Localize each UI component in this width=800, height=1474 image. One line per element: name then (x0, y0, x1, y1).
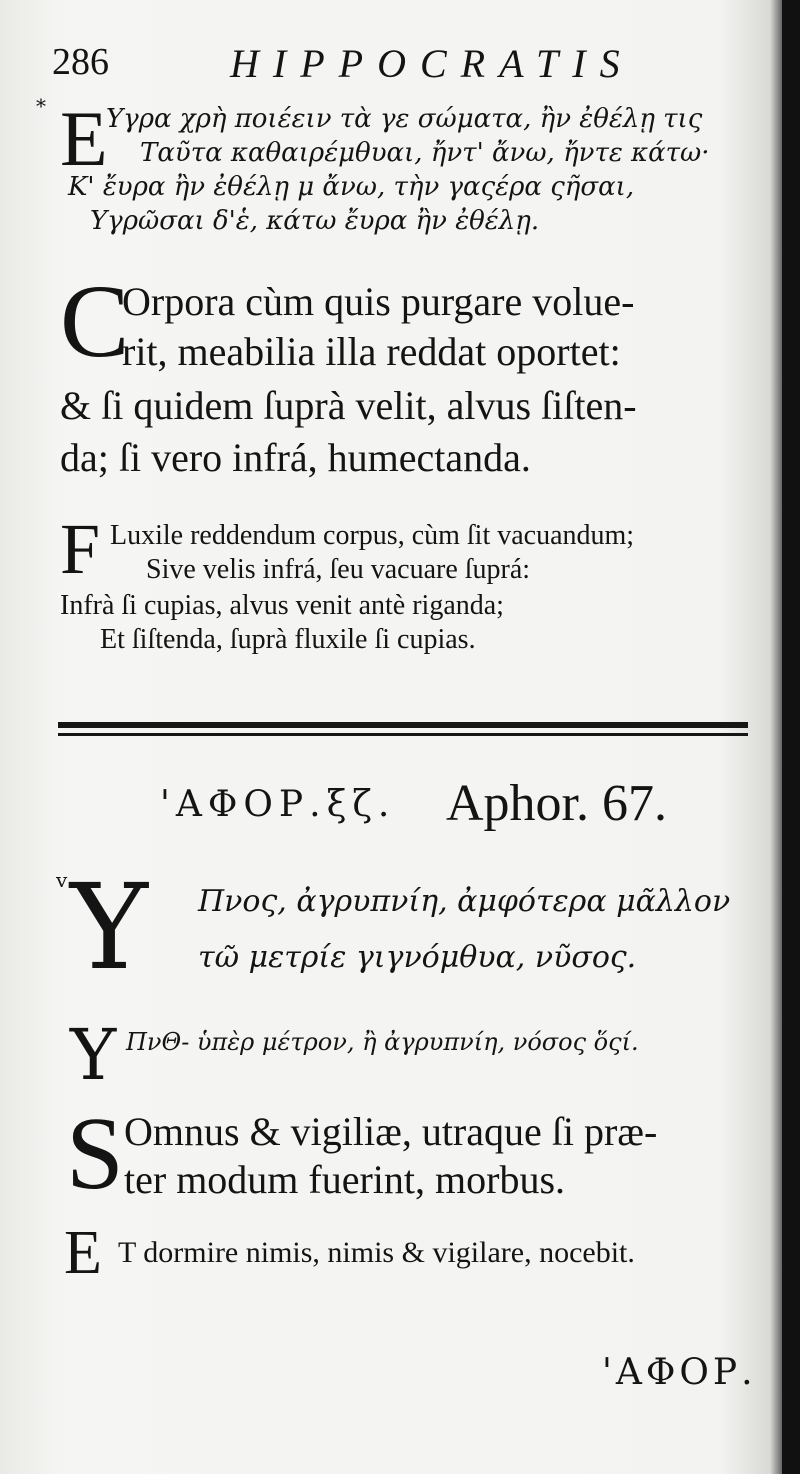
greek-verse-line: Ταῦτα καθαιρέμθυαι, ἤντ' ἄνω, ἤντε κάτω· (140, 138, 710, 168)
latin-verse-2-dropcap: E (64, 1219, 102, 1287)
aphorism-heading (160, 774, 720, 834)
latin-verse-2-line: T dormire nimis, nimis & vigilare, nocebit. (118, 1236, 635, 1269)
latin-verse-line: Infrà ſi cupias, alvus venit antè riganda; (60, 590, 504, 621)
divider-line-top (58, 722, 748, 728)
latin-prose-line: Orpora cùm quis purgare volue- (122, 279, 635, 324)
greek-verse-line: Υγρα χρὴ ποιέειν τὰ γε σώματα, ἢν ἐθέλῃ τις (106, 104, 703, 134)
catchword: 'ΑΦΟΡ. (602, 1352, 757, 1393)
latin-aphorism-line: Omnus & vigiliæ, utraque ſi præ- (124, 1109, 658, 1154)
latin-prose-line: da; ſi vero infrá, humectanda. (60, 435, 531, 480)
latin-aphorism-dropcap: S (66, 1096, 124, 1211)
latin-verse-line: Sive velis infrá, ſeu vacuare ſuprá: (146, 554, 531, 585)
greek-paraphrase-dropcap: Υ (70, 1014, 117, 1096)
page-number: 286 (52, 41, 109, 83)
aphorism-heading-greek: 'ΑΦΟΡ.ξζ. (160, 784, 396, 825)
margin-asterisk: * (36, 94, 46, 118)
latin-verse-dropcap: F (60, 509, 101, 589)
page-edge-shadow (782, 0, 800, 1474)
greek-verse-line: Υγρῶσαι δ'ἑ, κάτω ἔυρα ἢν ἐθέλῃ. (90, 206, 540, 236)
running-title: HIPPOCRATIS (230, 41, 634, 86)
greek-verse-dropcap: E (60, 95, 108, 182)
greek-aphorism-line: Πνος, ἀγρυπνίη, ἀμφότερα μᾶλλον (198, 884, 731, 919)
latin-verse-line: Luxile reddendum corpus, cùm ſit vacuandum; (110, 520, 635, 551)
divider-line-bottom (58, 733, 748, 736)
page-header (52, 40, 692, 100)
greek-paraphrase-line: ΠνΘ- ὑπὲρ μέτρον, ἢ ἀγρυπνίη, νόσος ὅςί. (126, 1028, 639, 1056)
aphorism-heading-latin: Aphor. 67. (446, 775, 667, 832)
greek-aphorism-line: τῶ μετρίε γιγνόμθυα, νῦσος. (198, 940, 637, 975)
margin-mark: v (56, 868, 68, 892)
greek-verse-line: Κ' ἔυρα ἢν ἐθέλῃ μ ἄνω, τὴν γαςέρα ςῆσαι, (68, 172, 635, 202)
section-divider-rule (58, 722, 748, 744)
greek-aphorism-dropcap: Υ (70, 858, 148, 996)
latin-prose-line: & ſi quidem ſuprà velit, alvus ſiſten- (60, 383, 637, 428)
latin-verse-line: Et ſiſtenda, ſuprà fluxile ſi cupias. (100, 624, 476, 655)
latin-aphorism-line: ter modum fuerint, morbus. (124, 1157, 566, 1202)
latin-prose-line: rit, meabilia illa reddat oportet: (122, 329, 621, 374)
latin-prose-dropcap: C (60, 264, 130, 379)
